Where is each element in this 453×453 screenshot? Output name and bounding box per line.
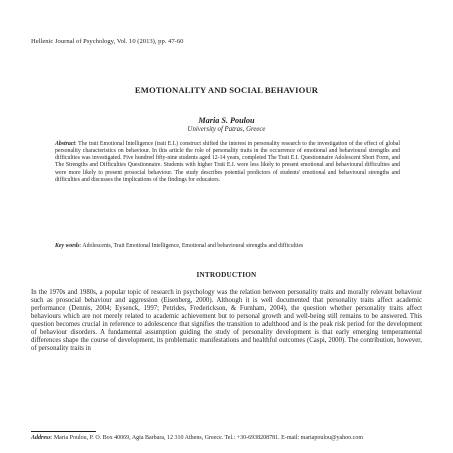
running-header: Hellenic Journal of Psychology, Vol. 10 (2013), pp. 47-60 (31, 38, 184, 45)
abstract-label: Abstract (55, 141, 75, 147)
abstract (55, 141, 400, 184)
author-name: Maria S. Poulou (198, 116, 255, 125)
author-affiliation: University of Patras, Greece (187, 126, 266, 133)
body-paragraph: In the 1970s and 1980s, a popular topic of research in psychology was the relation between personality traits and morally relevant behaviour such as prosocial behaviour and aggression (Eisenberg, 2000). Although it is well documented that personality traits affect academic performance (Dennis, 2004; Eysenck, 1997; Petrides, Frederickson, & Furnham, 2004), the question whether personality traits affect behaviours which are not merely related to academic achievement but to personal growth and well-being still remains to be answered. This question becomes crucial in reference to adolescence that signifies the transition to adulthood and is the peak risk period for the development of behaviour disorders. A fundamental assumption guiding the study of personality development is that early emerging temperamental differences shape the course of development, its problematic manifestations and healthful outcomes (Caspi, 2000). The contribution, however, of personality traits in (31, 289, 422, 353)
keywords (55, 243, 400, 250)
footnote-rule (31, 431, 96, 432)
abstract-text: : The trait Emotional Intelligence (trait E.I.) construct shifted the interest in personality research to the investigation of the effect of global personality characteristics on behaviour. In this article the role of personality traits in the occurrence of emotional and behavioural strengths and difficulties was investigated. Five hundred fifty-nine students aged 12-14 years, completed The Trait E.I. Questionnaire Adolescent Short Form, and The Strengths and Difficulties Questionnaire. Students with higher Trait E.I. were less likely to present emotional and behavioural difficulties and were more likely to present prosocial behaviour. The study describes potential predictors of students' emotional and behavioural strengths and difficulties and discusses the implications of the findings for educators. (55, 141, 400, 183)
keywords-label: Key words (55, 243, 80, 249)
footnote-label: Address (31, 435, 51, 441)
address-footnote (31, 435, 422, 442)
section-heading: INTRODUCTION (196, 271, 257, 279)
footnote-text: : Maria Poulou, P. O. Box 40069, Agia Barbara, 12 310 Athens, Greece. Tel.: +30-6938208781. E-mail: mariapoulou@yahoo.com (50, 435, 363, 441)
keywords-text: : Adolescents, Trait Emotional Intelligence, Emotional and behavioural strengths and difficulties (79, 243, 304, 249)
introduction-body (31, 289, 422, 418)
article-title: EMOTIONALITY AND SOCIAL BEHAVIOUR (134, 85, 319, 95)
